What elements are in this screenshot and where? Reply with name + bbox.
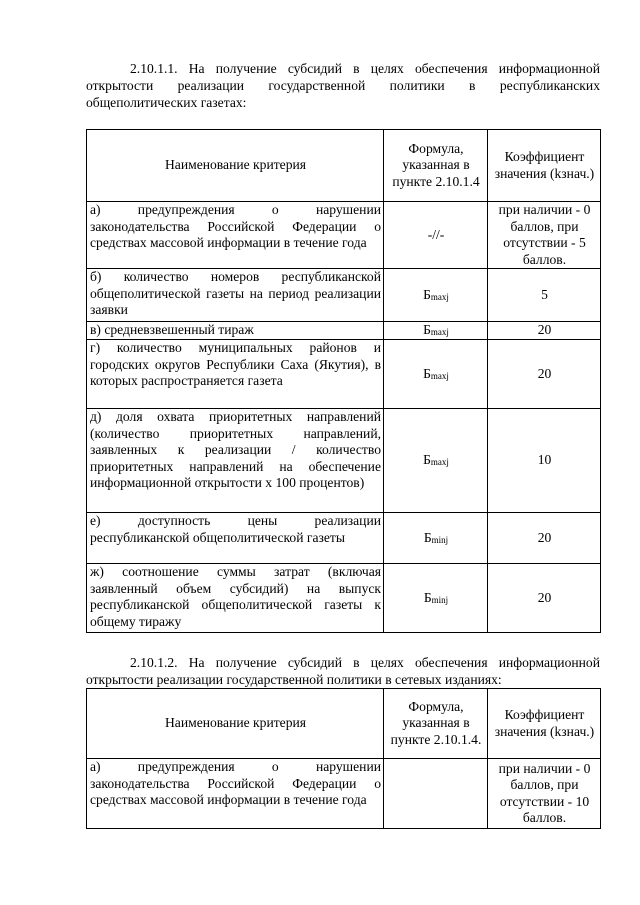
coefficient-cell: 20	[488, 322, 601, 340]
formula-cell	[384, 759, 488, 829]
formula-text: Б	[423, 365, 431, 381]
section-1	[86, 60, 600, 111]
table-row	[87, 340, 601, 409]
header-criterion-name: Наименование критерия	[87, 689, 384, 759]
criterion-cell: в) средневзвешенный тираж	[87, 322, 384, 340]
coefficient-cell: при наличии - 0 баллов, при отсутствии - 5 баллов.	[488, 202, 601, 269]
coefficient-cell: 20	[488, 513, 601, 564]
formula-text: Б	[423, 322, 431, 338]
criterion-cell: ж) соотношение суммы затрат (включая заявленный объем субсидий) на выпуск республиканской общеполитической газеты к общему тиражу	[87, 564, 384, 633]
formula-subscript: maxj	[430, 370, 449, 381]
criterion-cell: д) доля охвата приоритетных направлений (количество приоритетных направлений, заявленных к реализации / количество приоритетных направлений на обеспечение информационной открытости x 100 процентов)	[87, 409, 384, 513]
formula-subscript: maxj	[430, 327, 449, 338]
coefficient-cell: при наличии - 0 баллов, при отсутствии - 10 баллов.	[488, 759, 601, 829]
table-row	[87, 202, 601, 269]
table-row	[87, 564, 601, 633]
table-row	[87, 269, 601, 322]
formula-subscript: maxj	[430, 291, 449, 302]
table-header-row	[87, 130, 601, 202]
header-criterion-name: Наименование критерия	[87, 130, 384, 202]
formula-subscript: maxj	[430, 457, 449, 468]
formula-text: -//-	[427, 226, 445, 242]
formula-cell	[384, 564, 488, 633]
formula-text: Б	[423, 286, 431, 302]
formula-cell	[384, 269, 488, 322]
criterion-cell: б) количество номеров республиканской общеполитической газеты на период реализации заявки	[87, 269, 384, 322]
header-formula: Формула, указанная в пункте 2.10.1.4.	[384, 689, 488, 759]
criterion-cell: а) предупреждения о нарушении законодательства Российской Федерации о средствах массовой информации в течение года	[87, 202, 384, 269]
formula-subscript: minj	[431, 594, 449, 605]
coefficient-cell: 5	[488, 269, 601, 322]
header-coefficient: Коэффициент значения (kзнач.)	[488, 130, 601, 202]
formula-cell	[384, 202, 488, 269]
coefficient-cell: 10	[488, 409, 601, 513]
table-row	[87, 322, 601, 340]
formula-cell	[384, 340, 488, 409]
table-row	[87, 759, 601, 829]
header-coefficient: Коэффициент значения (kзнач.)	[488, 689, 601, 759]
formula-subscript: minj	[431, 534, 449, 545]
table-row	[87, 409, 601, 513]
criterion-cell: а) предупреждения о нарушении законодательства Российской Федерации о средствах массовой информации в течение года	[87, 759, 384, 829]
section-2-paragraph: 2.10.1.2. На получение субсидий в целях обеспечения информационной открытости реализации государственной политики в сетевых изданиях:	[86, 655, 600, 687]
formula-cell	[384, 322, 488, 340]
criterion-cell: г) количество муниципальных районов и городских округов Республики Саха (Якутия), в которых распространяется газета	[87, 340, 384, 409]
coefficient-cell: 20	[488, 340, 601, 409]
formula-cell	[384, 513, 488, 564]
criterion-cell: е) доступность цены реализации республиканской общеполитической газеты	[87, 513, 384, 564]
criteria-table-2	[86, 688, 601, 829]
formula-text: Б	[423, 589, 432, 605]
criteria-table-1	[86, 129, 601, 633]
section-2	[86, 654, 600, 688]
table-header-row	[87, 689, 601, 759]
formula-text: Б	[423, 452, 431, 468]
formula-cell	[384, 409, 488, 513]
formula-text: Б	[423, 529, 432, 545]
criteria-table-2-wrapper	[86, 688, 600, 829]
coefficient-cell: 20	[488, 564, 601, 633]
table-row	[87, 513, 601, 564]
criteria-table-1-wrapper	[86, 129, 600, 633]
header-formula: Формула, указанная в пункте 2.10.1.4	[384, 130, 488, 202]
section-1-paragraph: 2.10.1.1. На получение субсидий в целях обеспечения информационной открытости реализации государственной политики в республиканских общеполитических газетах:	[86, 61, 600, 110]
